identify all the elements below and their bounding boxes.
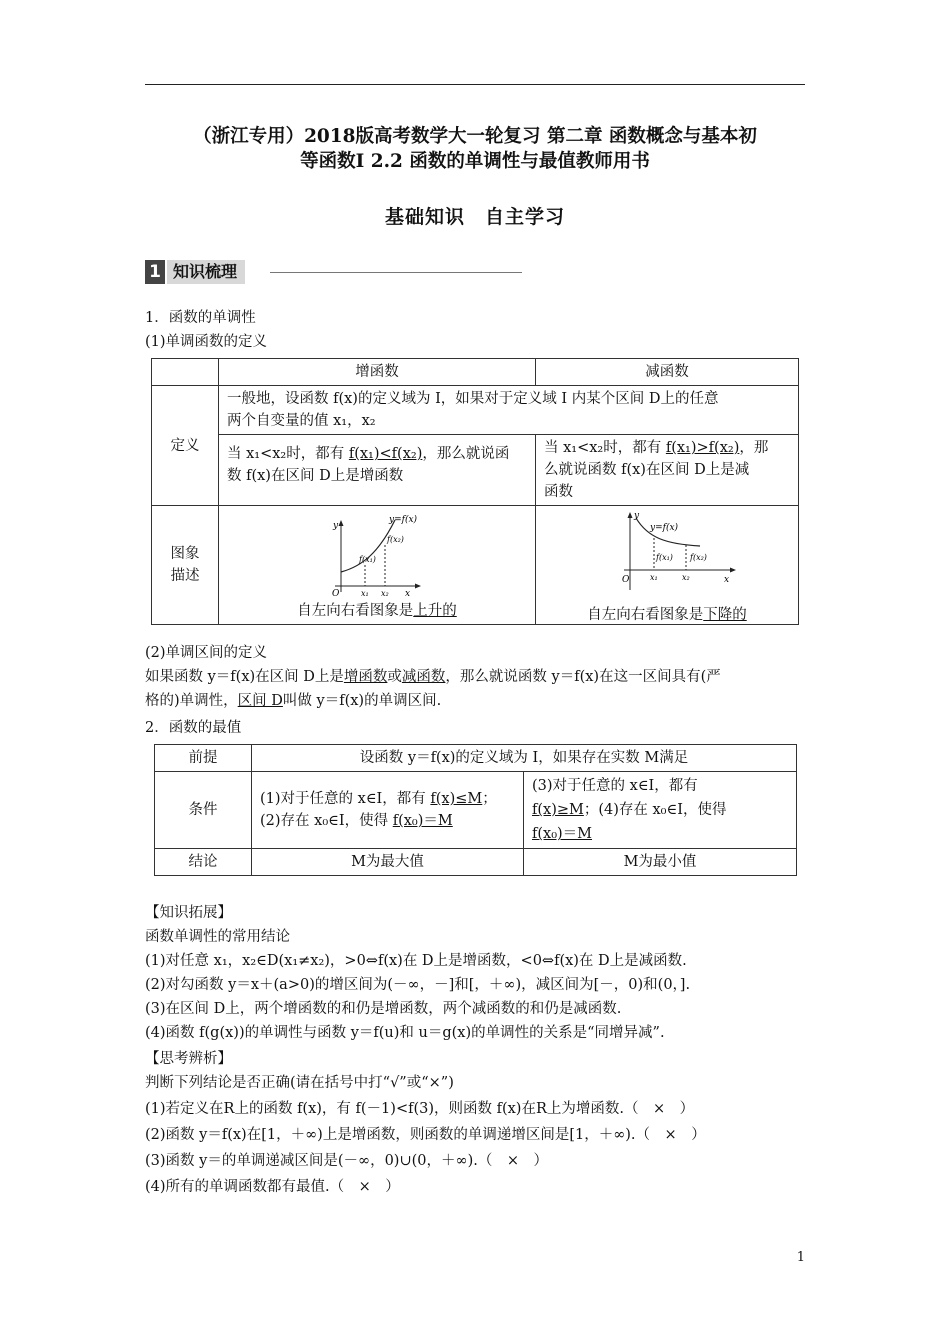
- inc-def-cond: f(x₁)<f(x₂): [348, 446, 423, 462]
- inc-caption-pre: 自左向右看图象是: [297, 603, 414, 619]
- row-graph-label-2: 描述: [170, 568, 200, 584]
- dec-def-line3: 函数: [544, 484, 573, 500]
- monotonic-table: [151, 358, 799, 625]
- heading-extremum: 2．函数的最值: [145, 720, 242, 736]
- inc-x-label: x: [405, 589, 411, 598]
- heading-monotonicity: 1．函数的单调性: [145, 310, 256, 326]
- col-decreasing: 减函数: [536, 359, 799, 386]
- think-line: (4)所有的单调函数都有最值.（ × ）: [145, 1179, 400, 1195]
- inc-x2-label: x₂: [381, 589, 389, 598]
- dec-y-arrow: [628, 512, 633, 518]
- shared-def-line2: 两个自变量的值 x₁，x₂: [227, 413, 376, 429]
- increasing-graph: [327, 512, 437, 598]
- inc-caption-u: 上升的: [413, 603, 457, 619]
- think-line: (3)函数 y＝的单调递减区间是(－∞，0)∪(0，＋∞).（ × ）: [145, 1153, 548, 1169]
- dec-fx2-label: f(x₂): [690, 553, 707, 562]
- dec-fx1-label: f(x₁): [656, 553, 673, 562]
- page-number: 1: [796, 1250, 805, 1265]
- header-rule: [145, 84, 805, 85]
- row-premise: 前提: [155, 745, 252, 772]
- decreasing-graph: [616, 508, 746, 598]
- dec-def-post: ，那: [739, 440, 769, 456]
- extremum-table: 前提 设函数 y＝f(x)的定义域为 I，如果存在实数 M满足 条件 (1)对于任意的 x∈I，都有 f(x)≤M； (2)存在 x₀∈I，使得 f(x₀)＝M (3)对于任意的 x∈I，都有 f(x)≥M；(4)存在 x₀∈I，使得 f(x₀)＝M 结论 M为最大值 M为最小值: [154, 744, 797, 876]
- doc-title-line2: 等函数Ⅰ 2.2 函数的单调性与最值教师用书: [300, 151, 650, 172]
- inc-y-label: y: [333, 521, 339, 531]
- extension-line: (4)函数 f(g(x))的单调性与函数 y＝f(u)和 u＝g(x)的单调性的关系是“同增异减”.: [145, 1025, 665, 1041]
- inc-origin-label: O: [332, 589, 340, 598]
- inc-x1-label: x₁: [361, 589, 369, 598]
- think-line: (2)函数 y＝f(x)在[1，＋∞)上是增函数，则函数的单调递增区间是[1，＋∞).（ × ）: [145, 1127, 706, 1143]
- inc-x-arrow: [415, 584, 421, 589]
- inc-curve: [341, 520, 395, 572]
- sub-heading-definition: (1)单调函数的定义: [145, 334, 268, 350]
- dec-caption-pre: 自左向右看图象是: [587, 607, 704, 623]
- dec-x-arrow: [730, 568, 736, 573]
- interval-def-line2: 格的)单调性，区间 D叫做 y＝f(x)的单调区间.: [145, 693, 442, 709]
- cond3-line: (3)对于任意的 x∈I，都有: [532, 778, 698, 794]
- row-condition: 条件: [155, 772, 252, 849]
- dec-origin-label: O: [622, 575, 630, 585]
- dec-caption-u: 下降的: [703, 607, 747, 623]
- extension-heading: 【知识拓展】: [145, 905, 232, 921]
- min-value: M为最小值: [524, 849, 797, 876]
- extension-line: (3)在区间 D上，两个增函数的和仍是增函数，两个减函数的和仍是减函数.: [145, 1001, 622, 1017]
- dec-curve-label: y=f(x): [650, 523, 679, 533]
- extension-line: 函数单调性的常用结论: [145, 929, 290, 945]
- inc-def-post: ，那么就说函: [422, 446, 510, 462]
- dec-def-cond: f(x₁)>f(x₂): [665, 440, 740, 456]
- inc-y-arrow: [339, 520, 344, 526]
- section-number-badge: 1: [145, 260, 165, 284]
- doc-title-line1: （浙江专用）2018版高考数学大一轮复习 第二章 函数概念与基本初: [193, 126, 757, 147]
- think-heading: 【思考辨析】: [145, 1051, 232, 1067]
- section-badge-label: 知识梳理: [167, 260, 245, 284]
- dec-x-label: x: [724, 575, 730, 585]
- inc-curve-label: y=f(x): [389, 515, 418, 525]
- dec-def-line2: 么就说函数 f(x)在区间 D上是减: [544, 462, 750, 478]
- think-line: 判断下列结论是否正确(请在括号中打“√”或“×”): [145, 1075, 454, 1091]
- interval-def-line1: 如果函数 y＝f(x)在区间 D上是增函数或减函数，那么就说函数 y＝f(x)在这一区间具有(严: [145, 669, 721, 685]
- think-line: (1)若定义在R上的函数 f(x)，有 f(－1)<f(3)，则函数 f(x)在R上为增函数.（ × ）: [145, 1101, 695, 1117]
- inc-fx2-label: f(x₂): [387, 535, 404, 544]
- inc-def-line2: 数 f(x)在区间 D上是增函数: [227, 468, 404, 484]
- col-increasing: 增函数: [219, 359, 536, 386]
- sub-heading-interval: (2)单调区间的定义: [145, 645, 268, 661]
- extension-line: (1)对任意 x₁，x₂∈D(x₁≠x₂)，>0⇔f(x)在 D上是增函数，<0⇔f(x)在 D上是减函数.: [145, 953, 687, 969]
- dec-y-label: y: [634, 511, 640, 521]
- extension-line: (2)对勾函数 y＝x＋(a>0)的增区间为(－∞，－]和[，＋∞)，减区间为[－，0)和(0，].: [145, 977, 691, 993]
- premise-text: 设函数 y＝f(x)的定义域为 I，如果存在实数 M满足: [252, 745, 797, 772]
- row-conclusion: 结论: [155, 849, 252, 876]
- max-value: M为最大值: [252, 849, 524, 876]
- inc-fx1-label: f(x₁): [359, 555, 376, 564]
- row-definition: 定义: [152, 386, 219, 506]
- dec-x2-label: x₂: [682, 573, 690, 582]
- dec-def-pre: 当 x₁<x₂时，都有: [544, 440, 666, 456]
- dec-x1-label: x₁: [650, 573, 658, 582]
- badge-rule: [270, 272, 522, 273]
- section-title: 基础知识 自主学习: [384, 206, 565, 228]
- shared-def-line1: 一般地，设函数 f(x)的定义域为 I，如果对于定义域 I 内某个区间 D上的任意: [227, 391, 719, 407]
- inc-def-pre: 当 x₁<x₂时，都有: [227, 446, 349, 462]
- row-graph-label-1: 图象: [170, 546, 200, 562]
